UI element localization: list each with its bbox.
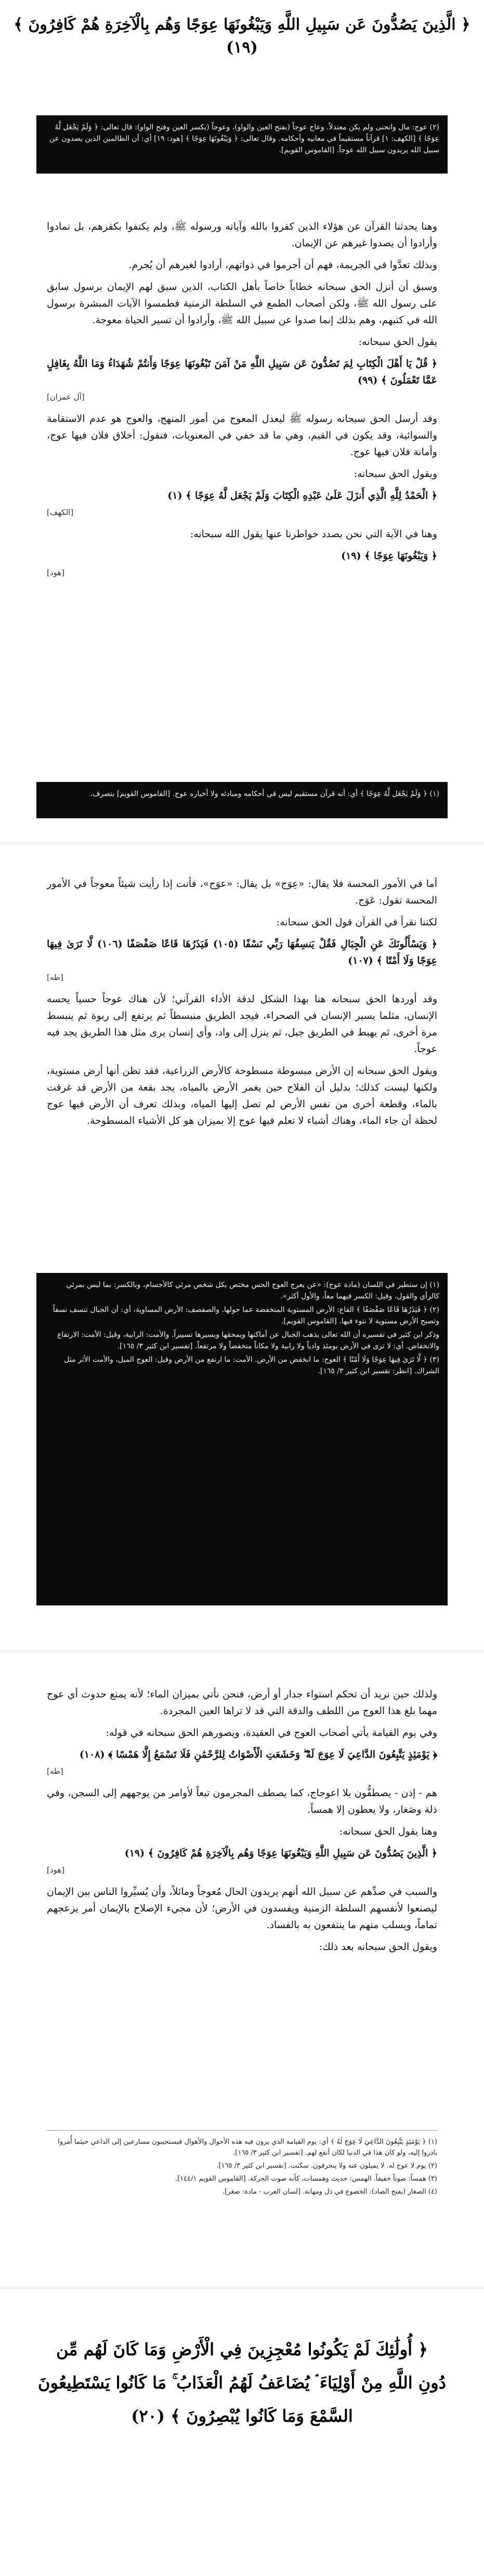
paragraph-text: وقد أرسل الحق سبحانه رسوله ﷺ ليعدل المعوج من أمور المنهج، والعوج هو عدم الاستقامة والسوائية، وقد يكون في القيم، وهي ما قد خفي في المعنويات، فنقول: أخلاق فلان فيها عوج، وأمانة فلان فيها عوج.: [47, 413, 437, 458]
footnote-text: (٢) ﴿ فَيَذَرُهَا قَاعًا صَفْصَفًا ﴾ القاع: الأرض المستوية المنخفضة عما حولها. والصفصف: الأرض المساوية، أي: أن الجبال تنسف نسفاً وتصبح الأرض مستوية لا نتوء فيها. [القاموس القويم].: [53, 1306, 439, 1325]
paragraph-text: ولذلك حين نريد أن تحكم استواء جدار أو أرض، فنحن نأتي بميزان الماء؛ لأنه يمنع حدوث أي عوج مهما بلغ هذا العوج من اللطف والدقة التي قد لا تراها العين المجردة.: [47, 1689, 437, 1717]
paragraph-text: وقد أوردها الحق سبحانه هنا بهذا الشكل لدقة الأداء القرآني؛ لأن هناك عوجاً حسياً يحسه الإنسان، مثلما يسير الإنسان في الصحراء، فيجد الطريق منبسطاً ثم يرتفع إلى ربوة ثم ينبسط مرة أخرى، ثم يهبط في الطريق جبل، ثم ينزل إلى واد، وأي إنسان يرى مثل هذا الطريق يجد فيه عوجاً.: [47, 993, 437, 1055]
quran-verse: ﴿ وَيَسْأَلُونَكَ عَنِ الْجِبَالِ فَقُلْ يَنسِفُهَا رَبِّي نَسْفًا (١٠٥) فَيَذَرُهَا قَاعًا صَفْصَفًا (١٠٦) لَّا تَرَىٰ فِيهَا عِوَجًا وَلَا أَمْتًا ﴾ (١٠٧): [47, 938, 437, 966]
footnote-text: (١) ﴿ يَوْمَئِذٍ يَتَّبِعُونَ الدَّاعِيَ لَا عِوَجَ لَهُ ﴾ أي: يوم القيامة الذي يرون فيه هذه الأحوال والأهوال فيستجيبون مسارعين إلى الداعي حيثما أُمروا بادروا إليه، ولو كان هذا في الدنيا لكان أنفع لهم. [تفسير ابن كثير ٣/ ١٦٥].: [58, 2138, 437, 2157]
page-separator: [0, 1650, 484, 1653]
verse-reference: [هود]: [47, 568, 65, 577]
footnote-text: (١) ﴿ وَلَمْ يَجْعَل لَّهُ عِوَجًا ﴾ أي: أنه قرآن مستقيم ليس في أحكامه ومبادئه ولا أخباره عوج. [القاموس القويم] بتصرف.: [90, 790, 439, 798]
verse-reference: [طه]: [47, 973, 63, 982]
quran-verse: ﴿ الْحَمْدُ لِلَّهِ الَّذِي أَنزَلَ عَلَىٰ عَبْدِهِ الْكِتَابَ وَلَمْ يَجْعَل لَّهُ عِوَجًا ﴾ (١): [167, 490, 437, 501]
verse-20-line-2: دُونِ اللَّهِ مِنْ أَوْلِيَاءَ ۘ يُضَاعَفُ لَهُمُ الْعَذَابُ ۚ مَا كَانُوا يَسْتَطِيعُونَ: [38, 2373, 446, 2393]
verse-20-line-1: ﴿ أُولَٰئِكَ لَمْ يَكُونُوا مُعْجِزِينَ فِي الْأَرْضِ وَمَا كَانَ لَهُم مِّن: [56, 2340, 428, 2359]
footnote-box-2: [36, 782, 448, 818]
quran-verse: ﴿ يَوْمَئِذٍ يَتَّبِعُونَ الدَّاعِيَ لَا عِوَجَ لَهُ ۖ وَخَشَعَتِ الْأَصْوَاتُ لِلرَّحْمَٰنِ فَلَا تَسْمَعُ إِلَّا هَمْسًا ﴾ (١٠٨): [79, 1749, 437, 1760]
verse-banner-bottom: [0, 2333, 484, 2433]
footnote-divider: [47, 2130, 437, 2131]
verse-19-text: ﴿ الَّذِينَ يَصُدُّونَ عَن سَبِيلِ اللَّهِ وَيَبْغُونَهَا عِوَجًا وَهُم بِالْآخِرَةِ هُمْ كَافِرُونَ ﴾ (١٩): [14, 16, 470, 57]
paragraph-text: هم - إذن - يصطفُّون بلا اعوجاج، كما يصطف المجرمون تبعاً لأوامر من يوجههم إلى السجن، وفي ذلة وصَغار، ولا يعطون إلا همساً.: [47, 1787, 437, 1815]
footnote-text: (١) إن ستطير في اللسان (مادة عوج): «عن يعرج العوج الحس مختص بكل شخص مرئي كالأجسام، وبالكسر: بما ليس بمرئي كالرأي والقول، وقيل: الكسر فيهما معاً، والأول أكثر».: [66, 1281, 439, 1300]
paragraph-text: ويقول الحق سبحانه بعد ذلك:: [319, 1941, 437, 1953]
paragraph-text: وهنا يحدثنا القرآن عن هؤلاء الذين كفروا بالله وآياته ورسوله ﷺ، ولم يكتفوا بكفرهم، بل تمادوا وأرادوا أن يصدوا غيرهم عن الإيمان.: [47, 221, 437, 249]
footnote-box-1: [36, 115, 448, 174]
paragraph-text: أما في الأمور المحسة فلا يقال: «عِوَج» بل يقال: «عوَج»، فأنت إذا رأيت شيئاً معوجاً في الأمور المحسة تقول: عَوَج.: [47, 878, 437, 906]
verse-banner-top: [0, 14, 484, 59]
paragraph-text: ويقول الحق سبحانه إن الأرض مبسوطة مسطوحة كالأرض الزراعية، فقد تظن أنها أرض مستوية، ولكنها ليست كذلك؛ بدليل أن الفلاح حين يغمر الأرض بالمياه، يجد بقعة من الأرض قد غرقت بالماء، وقطعة أخرى من نفس الأرض لم تصل إليها المياه، وبذلك تعرف أن الأرض فيها عوج لحظة أن جاء الماء، وهناك أشياء لا تعلم فيها عوج إلا بميزان هو كل الأشياء المسطوحة.: [47, 1065, 437, 1126]
quran-verse: ﴿ وَيَبْغُونَهَا عِوَجًا ﴾ (١٩): [341, 550, 437, 562]
paragraph-text: لكننا نقرأ في القرآن قول الحق سبحانه:: [276, 917, 437, 928]
footnote-text: (٤) الصغار (بفتح الصاد): الخضوع في ذل ومهانة. [لسان العرب - مادة: صغر].: [223, 2188, 437, 2196]
page2-body: [47, 875, 437, 1129]
paragraph-text: وبذلك تعدَّوا في الجريمة، فهم أن أجرموا في ذواتهم، أرادوا لغيرهم أن يُجرم.: [128, 259, 437, 271]
paragraph-text: يقول الحق سبحانه:: [358, 336, 437, 348]
footnote-text: (٢) يوم لا عوج له. لا يميلون عنه ولا ينحرفون. سكنت. [تفسير ابن كثير ٣/ ١٦٥].: [216, 2162, 437, 2170]
verse-reference: [الكهف]: [47, 508, 74, 517]
verse-reference: [طه]: [47, 1767, 63, 1776]
footnote-text: وذكر ابن كثير في تفسيره أن الله تعالى يذهب الجبال عن أماكنها ويمحقها ويسيرها تسييراً. والأمت: الرابية، وقيل: الأمت: الارتفاع والانخفاض. أي: لا ترى في الأرض يومئذ وادياً ولا رابية ولا مكاناً منخفضاً ولا مرتفعاً. [تفسير ابن كثير ٣/ ١٦٥].: [57, 1331, 439, 1350]
verse-20-line-3: السَّمْعَ وَمَا كَانُوا يُبْصِرُونَ ﴾ (٢٠): [131, 2406, 353, 2426]
footnote-list: [47, 2136, 437, 2197]
paragraph-text: وسبق أن أنزل الحق سبحانه خطاباً خاصاً بأهل الكتاب، الذين سبق لهم الإيمان برسول سابق على رسول الله ﷺ، ولكن أصحاب الطمع في السلطة الزمنية فطمسوا الآيات المبشرة برسول الله في كتبهم، وهم بذلك إنما صدوا عن سبيل الله ﷺ، وأرادوا أن تسير الحياة معوجة.: [47, 281, 437, 326]
paragraph-text: والسبب في صدِّهم عن سبيل الله أنهم يريدون الحال مُعوجاً ومائلاً، وأن يُسيِّروا الناس بين الإيمان ليصنعوا لأنفسهم السلطة الزمنية ويفسدون في الأرض؛ لأن مجيء الإصلاح بالإيمان أمر يزعجهم تماماً، ويسلب منهم ما ينتفعون به بالفساد.: [47, 1886, 437, 1931]
footnote-text: (٣) ﴿ لَّا تَرَىٰ فِيهَا عِوَجًا وَلَا أَمْتًا ﴾ العوج: ما انخفض من الأرض. الأمت: ما ارتفع من الأرض وقيل: العوج الميل، والأمت الأثر مثل الشراك. [انظر: تفسير ابن كثير ٣/ ١٦٥].: [64, 1356, 439, 1375]
verse-reference: [هود]: [47, 1865, 65, 1875]
footnote-text: (٢) عوج: مال وانحنى ولم يكن معتدلاً. وعاج عوجاً (بفتح العين والواو)، وعوجاً (بكسر العين وفتح الواو): قال تعالى: ﴿ وَلَمْ يَجْعَل لَّهُ عِوَجًا ﴾ [الكهف: ١] قرآناً مستقيماً في معانيه وأحكامه. وقال تعالى: ﴿ وَيَبْغُونَهَا عِوَجًا ﴾ [هود: ١٩] أي: أن الظالمين الذين يصدون عن سبيل الله يريدون سبيل الله عوجاً. [القاموس القويم].: [49, 123, 439, 154]
paragraph-text: ويقول الحق سبحانه:: [354, 468, 437, 480]
paragraph-text: وهنا في الآية التي نحن بصدد خواطرنا عنها يقول الله سبحانه:: [190, 528, 437, 540]
footnote-text: (٣) همساً: صوتاً خفيفاً. الهمس: حديث وهمسات، كأنه صوت الحركة. [القاموس القويم ١٤٤/١].: [175, 2175, 437, 2183]
paragraph-text: وفي يوم القيامة يأتي أصحاب العوج في العقيدة، ويصورهم الحق سبحانه في قوله:: [106, 1727, 437, 1738]
paragraph-text: وهنا يقول الحق سبحانه:: [339, 1826, 437, 1837]
page-separator: [0, 2286, 484, 2289]
page-separator: [0, 842, 484, 845]
paragraph-1: [47, 218, 437, 581]
quran-verse: ﴿ قُلْ يَا أَهْلَ الْكِتَابِ لِمَ تَصُدُّونَ عَن سَبِيلِ اللَّهِ مَنْ آمَنَ تَبْغُونَهَا عِوَجًا وَأَنتُمْ شُهَدَاءُ وَمَا اللَّهُ بِغَافِلٍ عَمَّا تَعْمَلُونَ ﴾ (٩٩): [47, 358, 437, 386]
verse-reference: [آل عمران]: [47, 392, 85, 402]
page3-body: [47, 1686, 437, 1955]
quran-verse: ﴿ الَّذِينَ يَصُدُّونَ عَن سَبِيلِ اللَّهِ وَيَبْغُونَهَا عِوَجًا وَهُم بِالْآخِرَةِ هُمْ كَافِرُونَ ﴾ (١٩): [124, 1848, 437, 1859]
footnote-box-3: [36, 1273, 448, 1605]
